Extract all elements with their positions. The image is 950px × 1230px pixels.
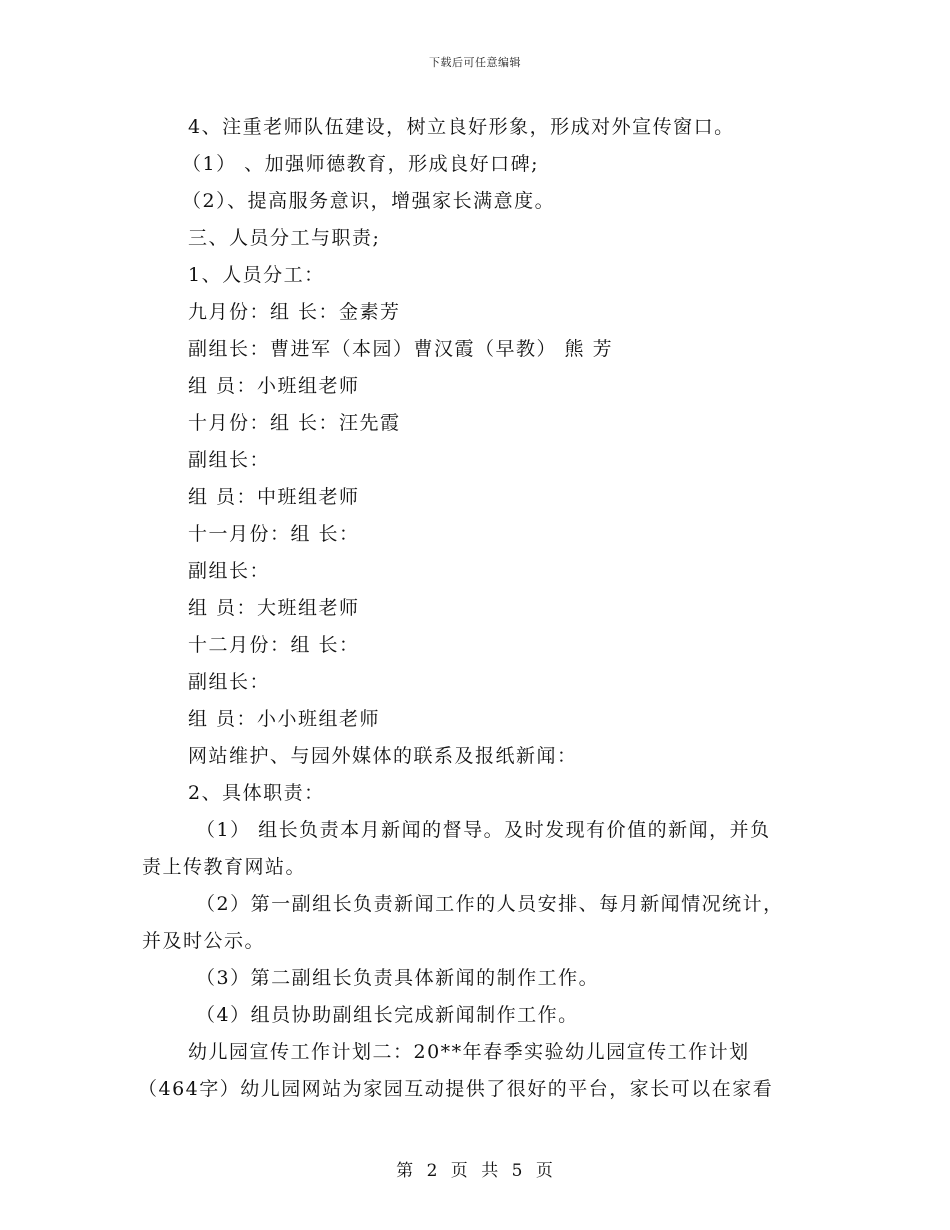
text-line: （464字）幼儿园网站为家园互动提供了很好的平台，家长可以在家看: [138, 1078, 774, 1100]
page-header: 下载后可任意编辑: [429, 56, 521, 69]
text-line: 组 员：小小班组老师: [188, 708, 381, 730]
text-line: 组 员：大班组老师: [188, 597, 360, 619]
text-line: 十一月份：组 长：: [188, 523, 360, 545]
text-line: 组 员：中班组老师: [188, 486, 360, 508]
text-line: （2）第一副组长负责新闻工作的人员安排、每月新闻情况统计，: [196, 893, 784, 915]
text-line: 并及时公示。: [142, 930, 266, 952]
text-line: 副组长：: [188, 449, 271, 471]
text-line: （2）、提高服务意识，增强家长满意度。: [182, 190, 556, 212]
text-line: （1） 组长负责本月新闻的督导。及时发现有价值的新闻，并负: [196, 819, 771, 841]
text-line: 网站维护、与园外媒体的联系及报纸新闻：: [188, 745, 578, 767]
text-line: 1、人员分工：: [188, 264, 325, 286]
text-line: 副组长：: [188, 671, 271, 693]
text-line: 副组长：曹进军（本园）曹汉霞（早教） 熊 芳: [188, 338, 614, 360]
text-line: 副组长：: [188, 560, 271, 582]
text-line: （3）第二副组长负责具体新闻的制作工作。: [196, 967, 600, 989]
text-line: （4）组员协助副组长完成新闻制作工作。: [196, 1004, 579, 1026]
text-line: 十二月份：组 长：: [188, 634, 360, 656]
text-line: 2、具体职责：: [188, 782, 325, 804]
text-line: 三、人员分工与职责;: [188, 227, 381, 249]
page-number: 第 2 页 共 5 页: [396, 1161, 554, 1181]
text-line: （1） 、加强师德教育，形成良好口碑;: [182, 153, 540, 175]
text-line: 责上传教育网站。: [142, 856, 307, 878]
text-line: 幼儿园宣传工作计划二：20**年春季实验幼儿园宣传工作计划: [188, 1041, 750, 1063]
text-line: 十月份：组 长：汪先霞: [188, 412, 401, 434]
text-line: 组 员：小班组老师: [188, 375, 360, 397]
text-line: 4、注重老师队伍建设，树立良好形象，形成对外宣传窗口。: [188, 116, 735, 138]
text-line: 九月份：组 长：金素芳: [188, 301, 401, 323]
